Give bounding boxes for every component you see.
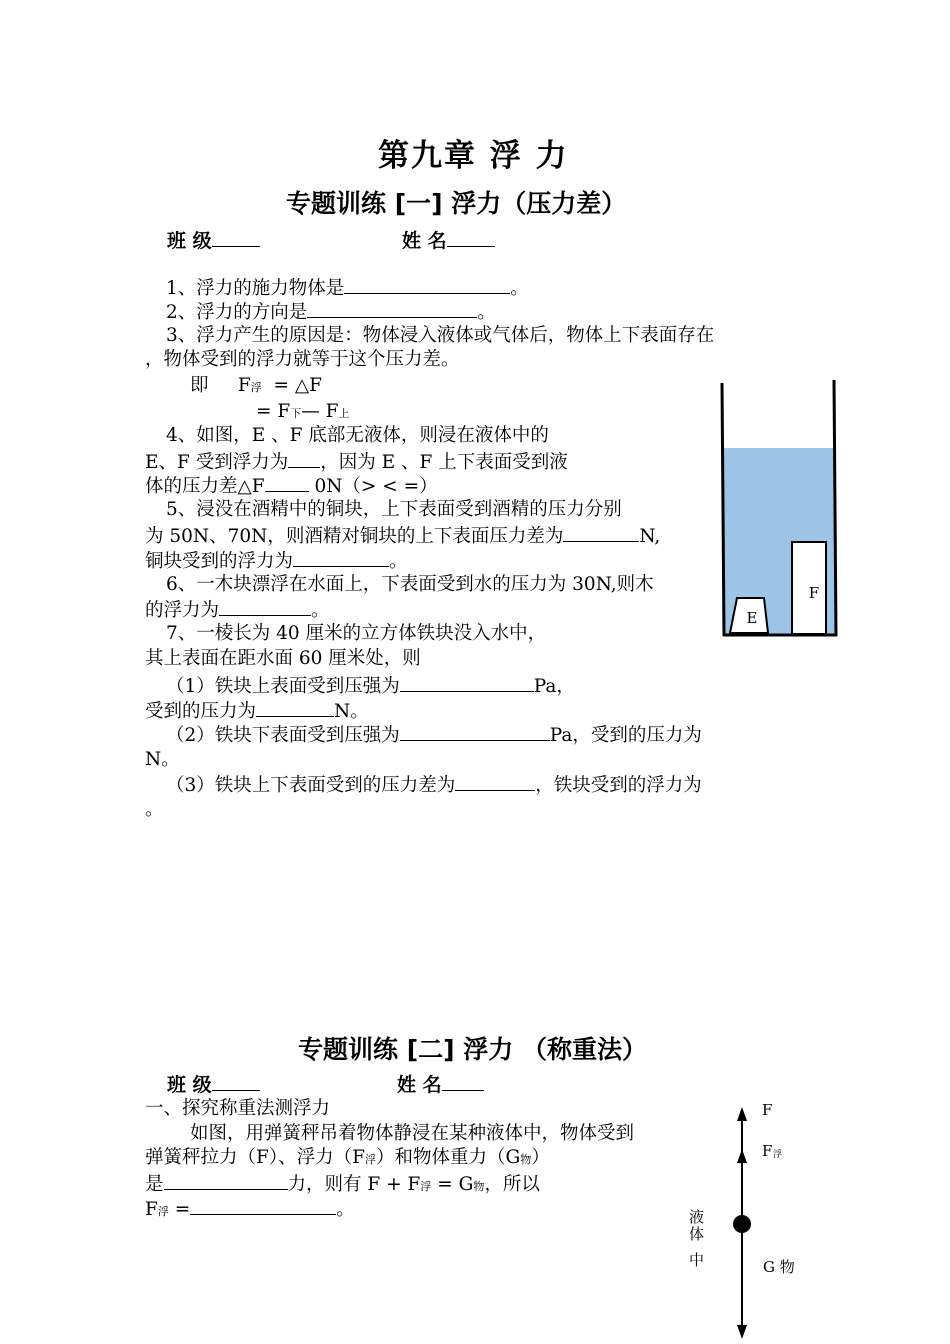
- q4-line2a: E、F 受到浮力为: [145, 452, 289, 473]
- question-4-line1: 4、如图，E 、F 底部无液体，则浸在液体中的: [166, 425, 549, 446]
- q7-1b: Pa，: [533, 676, 575, 697]
- question-1: [166, 275, 529, 301]
- question-7-line2: 其上表面在距水面 60 厘米处，则: [145, 648, 421, 669]
- block-f-label: F: [808, 584, 820, 602]
- p-line4a: F: [145, 1199, 158, 1220]
- formula-fu-sub: 浮: [250, 381, 262, 394]
- q7-1a: （1）铁块上表面受到压强为: [166, 676, 400, 697]
- question-6-line2: [145, 597, 330, 623]
- section2-p-line1: 如图，用弹簧秤吊着物体静浸在某种液体中，物体受到: [190, 1123, 635, 1144]
- name-blank[interactable]: [447, 228, 495, 247]
- question-6-line1: 6、一木块漂浮在水面上，下表面受到水的压力为 30N,则木: [166, 574, 654, 595]
- question-3-line2: ，物体受到的浮力就等于这个压力差。: [145, 349, 460, 370]
- q7-3-blank[interactable]: [455, 772, 535, 791]
- name-label: 姓 名: [402, 230, 447, 252]
- formula-line2: [256, 400, 349, 426]
- question-4-line2: [145, 449, 568, 475]
- formula-f: F: [237, 375, 251, 396]
- question-7-line1: 7、一棱长为 40 厘米的立方体铁块没入水中，: [166, 623, 547, 644]
- section2-p-line4: [145, 1196, 355, 1224]
- container-left-wall: [722, 383, 724, 636]
- p-line4-blank[interactable]: [190, 1196, 336, 1215]
- q7-2a: （2）铁块下表面受到压强为: [166, 725, 400, 746]
- question-2: [166, 299, 496, 325]
- p-line3b: 力，则有 F + F: [287, 1174, 421, 1195]
- q7-1c: 受到的压力为: [145, 701, 257, 722]
- question-7-part3: [166, 772, 702, 798]
- question-7-part1-line2: [145, 698, 369, 724]
- formula-eq1: = △F: [273, 375, 322, 396]
- formula-shang-sub: 上: [338, 407, 350, 420]
- arrow-up-ffu-icon: [737, 1149, 747, 1163]
- class-field-2: [167, 1070, 260, 1097]
- p-line2b: ）和物体重力（G: [375, 1147, 521, 1168]
- q5-line3a: 铜块受到的浮力为: [145, 551, 294, 572]
- container-figure: [716, 378, 846, 643]
- q4-blank1[interactable]: [288, 449, 320, 468]
- q1-blank[interactable]: [344, 275, 510, 294]
- q5-line2a: 为 50N、70N，则酒精对铜块的上下表面压力差为: [145, 526, 564, 547]
- q7-2-blank[interactable]: [400, 722, 550, 741]
- q7-2b: Pa，受到的压力为: [549, 725, 702, 746]
- q6-line2a: 的浮力为: [145, 600, 220, 621]
- q4-line3b: 0N（> < =）: [308, 476, 438, 497]
- class-field: [167, 226, 260, 253]
- force-diagram: [680, 1095, 810, 1344]
- q7-1d: N。: [334, 701, 369, 722]
- question-5-line2: [145, 523, 660, 549]
- question-3-line1: 3、浮力产生的原因是：物体浸入液体或气体后，物体上下表面存在: [166, 325, 715, 346]
- question-5-line1: 5、浸没在酒精中的铜块，上下表面受到酒精的压力分别: [166, 499, 622, 520]
- p-line3-fu-sub: 浮: [420, 1180, 432, 1193]
- question-7-part1: [166, 673, 575, 699]
- p-line4c: 。: [336, 1199, 355, 1220]
- p-line2-wu-sub: 物: [520, 1153, 532, 1166]
- name-blank-2[interactable]: [442, 1072, 484, 1091]
- q6-line2b: 。: [311, 600, 330, 621]
- formula-xia-sub: 下: [290, 407, 302, 420]
- p-line4-fu-sub: 浮: [157, 1205, 169, 1218]
- q1-end: 。: [510, 278, 529, 299]
- question-5-line3: [145, 548, 408, 574]
- q7-1-blank1[interactable]: [400, 673, 534, 692]
- formula-eq2: = F: [256, 401, 291, 422]
- q5-line3b: 。: [389, 551, 408, 572]
- q5-line2b: N,: [639, 526, 661, 547]
- q4-blank2[interactable]: [265, 473, 309, 492]
- section1-title: 专题训练 [一] 浮力（压力差）: [286, 189, 627, 218]
- section2-p-line3: [145, 1171, 540, 1199]
- arrow-up-f-icon: [737, 1107, 747, 1121]
- p-line3-wu-sub: 物: [473, 1180, 485, 1193]
- p-line2c: ）: [531, 1147, 550, 1168]
- p-line2-fu-sub: 浮: [364, 1153, 376, 1166]
- question-7-part3-end: 。: [145, 799, 164, 820]
- formula-ji: 即: [190, 375, 209, 396]
- q6-blank[interactable]: [219, 597, 311, 616]
- question-4-line3: [145, 473, 438, 499]
- q1-text: 1、浮力的施力物体是: [166, 278, 345, 299]
- label-ffu: F: [762, 1142, 773, 1160]
- formula-dash: — F: [301, 401, 339, 422]
- class-blank[interactable]: [212, 228, 260, 247]
- question-7-part2: [166, 722, 702, 748]
- label-liquid-3: 中: [689, 1251, 705, 1269]
- q2-blank[interactable]: [307, 299, 477, 318]
- p-line4b: =: [168, 1199, 191, 1220]
- name-field-2: [397, 1070, 484, 1097]
- name-label-2: 姓 名: [397, 1074, 442, 1096]
- object-dot: [733, 1215, 751, 1233]
- q5-blank1[interactable]: [563, 523, 639, 542]
- class-label: 班 级: [167, 230, 212, 252]
- arrow-down-g-icon: [737, 1325, 747, 1339]
- p-line3a: 是: [145, 1174, 164, 1195]
- p-line3c: = G: [431, 1174, 474, 1195]
- q7-1-blank2[interactable]: [256, 698, 334, 717]
- section2-p-line2: [145, 1146, 550, 1172]
- section2-heading: 一、探究称重法测浮力: [145, 1098, 331, 1119]
- q4-line3a: 体的压力差△F: [145, 476, 265, 497]
- chapter-title: 第九章 浮 力: [378, 138, 569, 174]
- label-ffu-sub: 浮: [773, 1150, 783, 1160]
- q2-text: 2、浮力的方向是: [166, 302, 308, 323]
- label-liquid-2: 体: [689, 1225, 705, 1243]
- container-right-wall: [834, 380, 836, 636]
- q4-line2b: ，因为 E 、F 上下表面受到液: [320, 452, 568, 473]
- q7-3b: ，铁块受到的浮力为: [535, 775, 702, 796]
- p-line3-blank[interactable]: [164, 1171, 288, 1190]
- q7-3a: （3）铁块上下表面受到的压力差为: [166, 775, 456, 796]
- name-field: [402, 226, 495, 253]
- label-f: F: [762, 1101, 773, 1119]
- block-e-label: E: [746, 609, 758, 627]
- formula-line1: [190, 374, 322, 400]
- class-label-2: 班 级: [167, 1074, 212, 1096]
- class-blank-2[interactable]: [212, 1072, 260, 1091]
- p-line2a: 弹簧秤拉力（F）、浮力（F: [145, 1147, 365, 1168]
- question-7-part2-end: N。: [145, 749, 180, 770]
- label-g: G 物: [763, 1258, 795, 1276]
- p-line3d: ，所以: [484, 1174, 540, 1195]
- section2-title: 专题训练 [二] 浮力 （称重法）: [298, 1035, 647, 1064]
- q2-end: 。: [477, 302, 496, 323]
- q5-blank2[interactable]: [293, 548, 389, 567]
- label-liquid-1: 液: [689, 1208, 705, 1226]
